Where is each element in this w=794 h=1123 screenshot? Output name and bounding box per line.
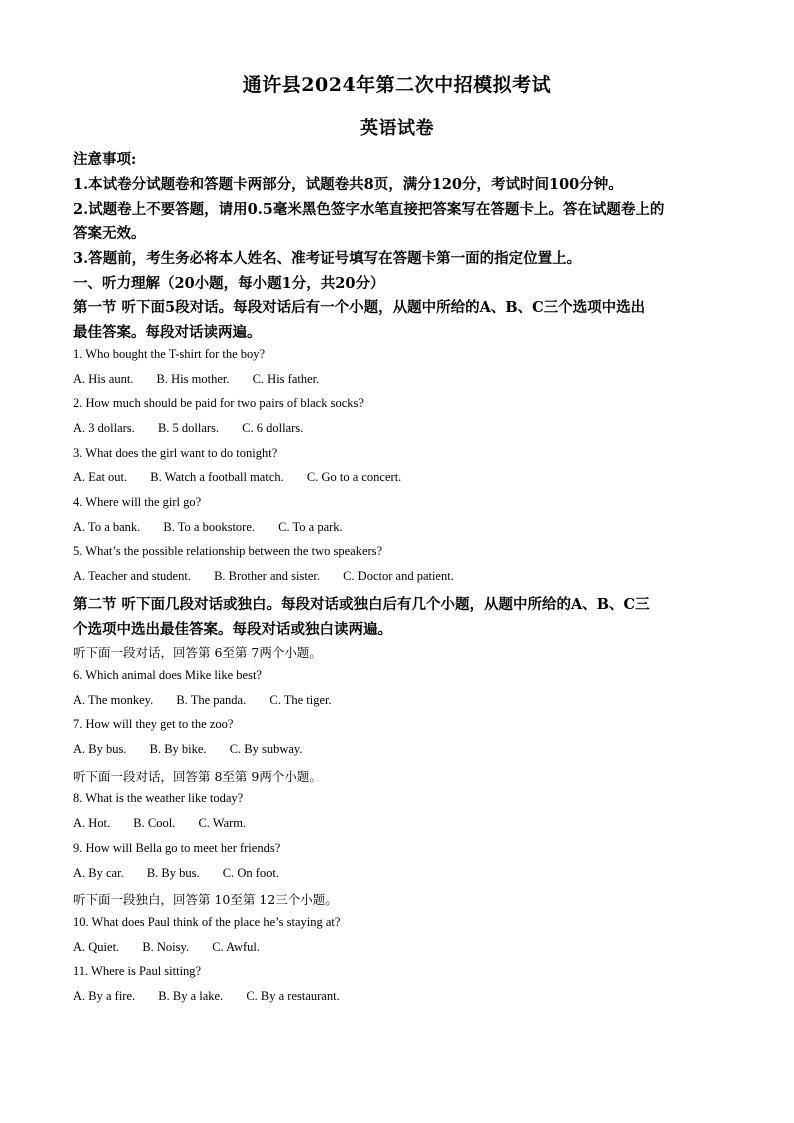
option-a[interactable]: A. Hot.	[73, 816, 111, 830]
option-a[interactable]: A. 3 dollars.	[73, 421, 135, 435]
option-a[interactable]: A. By a fire.	[73, 989, 136, 1003]
options-9	[73, 866, 733, 881]
option-b[interactable]: B. Brother and sister.	[214, 569, 320, 583]
option-c[interactable]: C. To a park.	[278, 520, 343, 534]
section1-line-2: 最佳答案。每段对话读两遍。	[73, 324, 262, 341]
option-a[interactable]: A. To a bank.	[73, 520, 141, 534]
option-b[interactable]: B. 5 dollars.	[157, 421, 220, 435]
question-9: 9. How will Bella go to meet her friends?	[73, 841, 281, 855]
option-b[interactable]: B. By a lake.	[158, 989, 224, 1003]
option-a[interactable]: A. By car.	[73, 866, 124, 880]
options-7	[73, 742, 733, 757]
option-c[interactable]: C. By subway.	[229, 742, 303, 756]
instruction-8-9: 听下面一段对话，回答第 8至第 9两个小题。	[73, 769, 322, 784]
option-c[interactable]: C. His father.	[252, 372, 320, 386]
option-b[interactable]: B. The panda.	[176, 693, 247, 707]
part1-heading: 一、听力理解（20小题，每小题1分，共20分）	[73, 275, 385, 292]
options-5	[73, 569, 733, 584]
question-11: 11. Where is Paul sitting?	[73, 964, 202, 978]
question-8: 8. What is the weather like today?	[73, 791, 244, 805]
option-a[interactable]: A. Teacher and student.	[73, 569, 191, 583]
notice-item-3: 3.答题前，考生务必将本人姓名、准考证号填写在答题卡第一面的指定位置上。	[73, 250, 582, 267]
section2-line-2: 个选项中选出最佳答案。每段对话或独白读两遍。	[73, 621, 392, 638]
instruction-6-7: 听下面一段对话，回答第 6至第 7两个小题。	[73, 645, 322, 660]
option-b[interactable]: B. Cool.	[133, 816, 176, 830]
section1-line-1: 第一节 听下面5段对话。每段对话后有一个小题，从题中所给的A、B、C三个选项中选出	[73, 299, 646, 316]
option-c[interactable]: C. Awful.	[212, 940, 261, 954]
option-c[interactable]: C. Warm.	[198, 816, 247, 830]
option-c[interactable]: C. Go to a concert.	[306, 470, 402, 484]
options-8	[73, 816, 733, 831]
question-2: 2. How much should be paid for two pairs of black socks?	[73, 396, 364, 410]
notice-heading: 注意事项:	[73, 151, 137, 168]
notice-item-1: 1.本试卷分试题卷和答题卡两部分，试题卷共8页，满分120分，考试时间100分钟。	[73, 176, 623, 193]
options-4	[73, 520, 733, 535]
question-5: 5. What’s the possible relationship between the two speakers?	[73, 544, 383, 558]
exam-title: 通许县2024年第二次中招模拟考试	[242, 74, 552, 96]
question-6: 6. Which animal does Mike like best?	[73, 668, 262, 682]
options-10	[73, 940, 733, 955]
option-a[interactable]: A. Eat out.	[73, 470, 128, 484]
option-b[interactable]: B. Noisy.	[142, 940, 190, 954]
question-4: 4. Where will the girl go?	[73, 495, 202, 509]
notice-item-2-line-1: 2.试题卷上不要答题，请用0.5毫米黑色签字水笔直接把答案写在答题卡上。答在试题卷上的	[73, 201, 665, 218]
options-2	[73, 421, 733, 436]
option-a[interactable]: A. By bus.	[73, 742, 127, 756]
notice-item-2-line-2: 答案无效。	[73, 225, 146, 242]
question-10: 10. What does Paul think of the place he’s staying at?	[73, 915, 341, 929]
option-a[interactable]: A. Quiet.	[73, 940, 120, 954]
question-3: 3. What does the girl want to do tonight?	[73, 446, 278, 460]
option-b[interactable]: B. By bus.	[146, 866, 200, 880]
option-c[interactable]: C. The tiger.	[269, 693, 332, 707]
option-b[interactable]: B. To a bookstore.	[163, 520, 256, 534]
option-a[interactable]: A. His aunt.	[73, 372, 134, 386]
instruction-10-12: 听下面一段独白，回答第 10至第 12三个小题。	[73, 892, 338, 907]
option-c[interactable]: C. 6 dollars.	[242, 421, 304, 435]
option-c[interactable]: C. Doctor and patient.	[343, 569, 454, 583]
option-a[interactable]: A. The monkey.	[73, 693, 154, 707]
options-11	[73, 989, 733, 1004]
option-c[interactable]: C. On foot.	[222, 866, 279, 880]
section2-line-1: 第二节 听下面几段对话或独白。每段对话或独白后有几个小题，从题中所给的A、B、C三	[73, 596, 650, 613]
option-c[interactable]: C. By a restaurant.	[246, 989, 340, 1003]
question-7: 7. How will they get to the zoo?	[73, 717, 234, 731]
option-b[interactable]: B. His mother.	[156, 372, 230, 386]
option-b[interactable]: B. By bike.	[149, 742, 207, 756]
exam-subtitle: 英语试卷	[360, 118, 434, 139]
options-1	[73, 372, 733, 387]
option-b[interactable]: B. Watch a football match.	[150, 470, 284, 484]
options-6	[73, 693, 733, 708]
question-1: 1. Who bought the T-shirt for the boy?	[73, 347, 266, 361]
options-3	[73, 470, 733, 485]
